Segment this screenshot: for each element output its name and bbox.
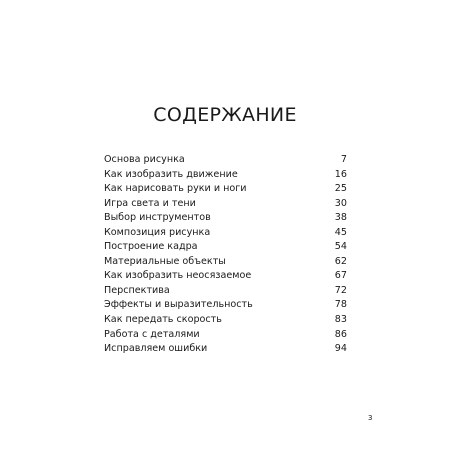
- toc-entry-page: 54: [334, 241, 347, 253]
- toc-entry: [104, 182, 347, 197]
- toc-entry: [104, 168, 347, 183]
- toc-heading: СОДЕРЖАНИЕ: [153, 104, 297, 126]
- toc-entry: [104, 153, 347, 168]
- toc-entry: [104, 298, 347, 313]
- toc-entry-page: 62: [334, 255, 347, 267]
- toc-entry-title: Игра света и тени: [104, 197, 196, 209]
- toc-entry-page: 38: [334, 212, 347, 224]
- toc-entry-title: Как изобразить движение: [104, 168, 238, 180]
- toc-entry: [104, 240, 347, 255]
- toc-entry: [104, 226, 347, 241]
- toc-entry: [104, 197, 347, 212]
- toc-entry-title: Исправляем ошибки: [104, 343, 208, 355]
- toc-entry-page: 67: [334, 270, 347, 282]
- toc-entry-title: Как изобразить неосязаемое: [104, 270, 252, 282]
- toc-entry-page: 45: [334, 226, 347, 238]
- toc-entry-page: 83: [334, 314, 347, 326]
- toc-entry-page: 78: [334, 299, 347, 311]
- toc-entry-page: 7: [340, 154, 347, 165]
- toc-entry: [104, 313, 347, 328]
- toc-entry-page: 94: [334, 343, 347, 355]
- toc-list: [104, 153, 347, 357]
- toc-entry: [104, 255, 347, 270]
- toc-entry-title: Работа с деталями: [104, 328, 200, 340]
- toc-entry-title: Как нарисовать руки и ноги: [104, 183, 247, 195]
- toc-entry: [104, 342, 347, 357]
- toc-entry-title: Выбор инструментов: [104, 212, 211, 224]
- toc-entry: [104, 284, 347, 299]
- toc-entry-page: 16: [334, 168, 347, 180]
- toc-entry-title: Эффекты и выразительность: [104, 299, 253, 311]
- toc-entry-title: Основа рисунка: [104, 154, 185, 165]
- page-number: 3: [368, 414, 373, 422]
- toc-entry: [104, 269, 347, 284]
- toc-entry: [104, 211, 347, 226]
- toc-entry: [104, 328, 347, 343]
- toc-entry-title: Построение кадра: [104, 241, 198, 253]
- toc-entry-title: Композиция рисунка: [104, 226, 211, 238]
- toc-entry-title: Материальные объекты: [104, 255, 226, 267]
- toc-entry-page: 30: [334, 197, 347, 209]
- toc-entry-page: 72: [334, 284, 347, 296]
- toc-entry-page: 25: [334, 183, 347, 195]
- toc-entry-title: Как передать скорость: [104, 314, 222, 326]
- toc-entry-title: Перспектива: [104, 284, 170, 296]
- toc-entry-page: 86: [334, 328, 347, 340]
